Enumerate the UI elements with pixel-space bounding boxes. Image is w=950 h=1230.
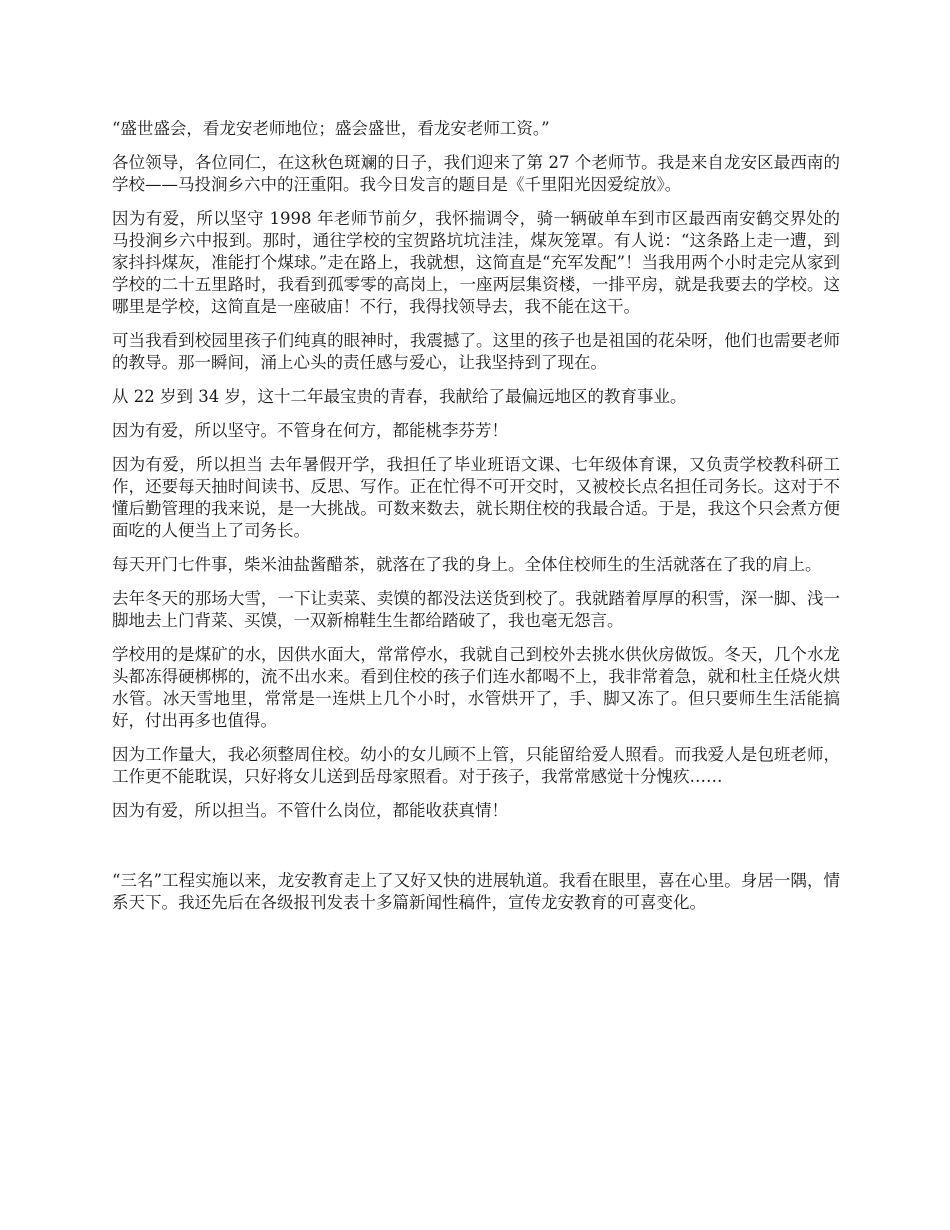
paragraph-family: 因为工作量大，我必须整周住校。幼小的女儿顾不上管，只能留给爱人照看。而我爱人是包班老师，工作更不能耽误，只好将女儿送到岳母家照看。对于孩子，我常常感觉十分愧疚……: [112, 745, 840, 786]
paragraph-introduction: 各位领导，各位同仁，在这秋色斑斓的日子，我们迎来了第 27 个老师节。我是来自龙安区最西南的学校——马投涧乡六中的汪重阳。我今日发言的题目是《千里阳光因爱绽放》。: [112, 153, 840, 194]
paragraph-water-supply: 学校用的是煤矿的水，因供水面大，常常停水，我就自己到校外去挑水供伙房做饭。冬天，几个水龙头都冻得硬梆梆的，流不出水来。看到住校的孩子们连水都喝不上，我非常着急，就和杜主任烧火烘水管。冰天雪地里，常常是一连烘上几个小时，水管烘开了，手、脚又冻了。但只要师生生活能搞好，付出再多也值得。: [112, 645, 840, 730]
paragraph-responsibility: 因为有爱，所以担当 去年暑假开学，我担任了毕业班语文课、七年级体育课，又负责学校教科研工作，还要每天抽时间读书、反思、写作。正在忙得不可开交时，又被校长点名担任司务长。这对于不懂后勤管理的我来说，是一大挑战。可数来数去，就长期住校的我最合适。于是，我这个只会煮方便面吃的人便当上了司务长。: [112, 455, 840, 540]
paragraph-twelve-years: 从 22 岁到 34 岁，这十二年最宝贵的青春，我献给了最偏远地区的教育事业。: [112, 387, 687, 406]
paragraph-children-eyes: 可当我看到校园里孩子们纯真的眼神时，我震撼了。这里的孩子也是祖国的花朵呀，他们也需要老师的教导。那一瞬间，涌上心头的责任感与爱心，让我坚持到了现在。: [112, 331, 840, 372]
paragraph-three-famous-project: “三名”工程实施以来，龙安教育走上了又好又快的进展轨道。我看在眼里，喜在心里。身居一隅，情系天下。我还先后在各级报刊发表十多篇新闻性稿件，宣传龙安教育的可喜变化。: [112, 871, 840, 912]
section-gap: [112, 834, 840, 870]
paragraph-arrival: 因为有爱，所以坚守 1998 年老师节前夕，我怀揣调令，骑一辆破单车到市区最西南安鹤交界处的马投涧乡六中报到。那时，通往学校的宝贺路坑坑洼洼，煤灰笼罩。有人说：“这条路上走一遭，到家抖抖煤灰，准能打个煤球。”走在路上，我就想，这简直是“充军发配”！当我用两个小时走完从家到学校的二十五里路时，我看到孤零零的高岗上，一座两层集资楼，一排平房，就是我要去的学校。这哪里是学校，这简直是一座破庙！不行，我得找领导去，我不能在这干。: [112, 209, 840, 316]
opening-quote: “盛世盛会，看龙安老师地位；盛会盛世，看龙安老师工资。”: [112, 119, 550, 138]
paragraph-daily-affairs: 每天开门七件事，柴米油盐酱醋茶，就落在了我的身上。全体住校师生的生活就落在了我的肩上。: [112, 555, 822, 574]
paragraph-responsibility-summary: 因为有爱，所以担当。不管什么岗位，都能收获真情！: [112, 801, 508, 820]
document-page: [112, 118, 840, 926]
paragraph-persistence-summary: 因为有爱，所以坚守。不管身在何方，都能桃李芬芳！: [112, 421, 508, 440]
paragraph-snowstorm: 去年冬天的那场大雪，一下让卖菜、卖馍的都没法送货到校了。我就踏着厚厚的积雪，深一脚、浅一脚地去上门背菜、买馍，一双新棉鞋生生都给踏破了，我也毫无怨言。: [112, 589, 840, 630]
